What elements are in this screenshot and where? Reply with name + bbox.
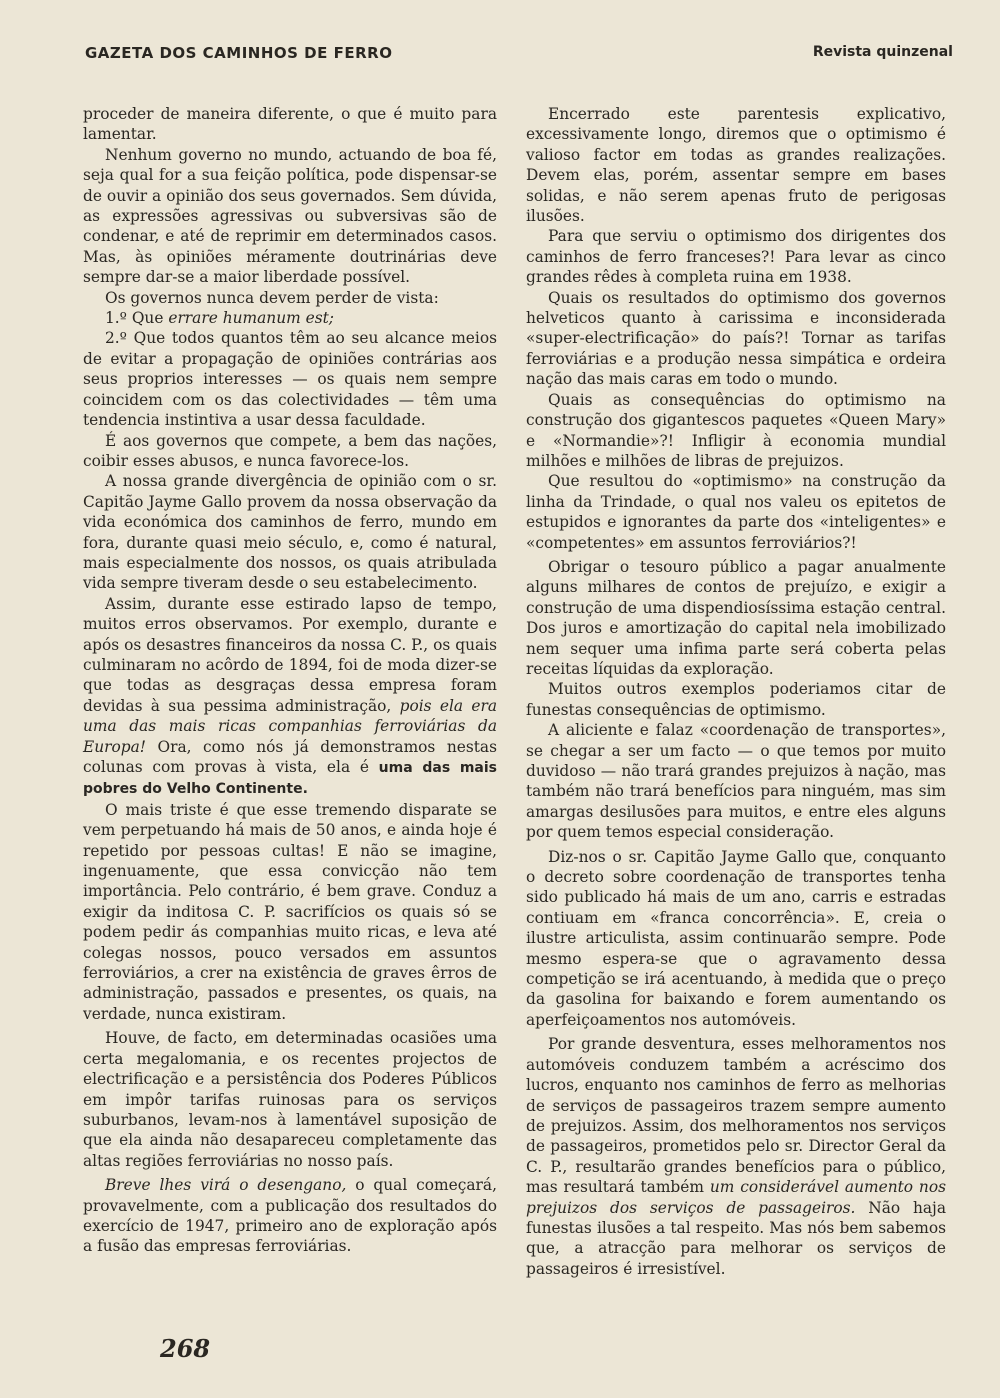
paragraph: Quais os resultados do optimismo dos governos helveticos quanto à carissima e inconsiderada «super-electrificação» do país?! Tornar as tarifas ferroviárias e a produção nessa simpática e ordeira nação das mais caras em todo o mundo. [526,288,946,389]
paragraph: proceder de maneira diferente, o que é muito para lamentar. [83,105,497,144]
paragraph: Houve, de facto, em determinadas ocasiões uma certa megalomania, e os recentes projectos de electrificação e a persistência dos Poderes Públicos em impôr tarifas ruinosas para os serviços suburbanos, levam-nos à lamentável suposição de que ela ainda não desapareceu completamente das altas regiões ferroviárias no nosso país. [83,1029,497,1170]
paragraph-text: Não haja funestas ilusões a tal respeito. Mas nós bem sabemos que, a atracção para melhorar os serviços de passageiros é irresistível. [526,1198,946,1278]
paragraph [83,594,497,800]
paragraph: Encerrado este parentesis explicativo, excessivamente longo, diremos que o optimismo é valioso factor em todas as grandes realizações. Devem elas, porém, assentar sempre em bases solidas, e não serem apenas fruto de perigosas ilusões. [526,105,946,226]
right-column [526,104,946,1279]
paragraph: A nossa grande divergência de opinião com o sr. Capitão Jayme Gallo provem da nossa observação da vida económica dos caminhos de ferro, mundo em fora, durante quasi meio século, e, como é natural, mais especialmente dos nossos, os quais atribulada vida sempre tiveram desde o seu estabelecimento. [83,472,497,593]
paragraph: Os governos nunca devem perder de vista: [105,288,439,307]
paragraph: Nenhum governo no mundo, actuando de boa fé, seja qual for a sua feição política, pode dispensar-se de ouvir a opinião dos seus governados. Sem dúvida, as expressões agressivas ou subversivas são de condenar, e até de reprimir em determinados casos. Mas, às opiniões méramente doutrinárias deve sempre dar-se a maior liberdade possível. [83,145,497,287]
paragraph [83,1175,497,1257]
paragraph: A aliciente e falaz «coordenação de transportes», se chegar a ser um facto — o que temos por muito duvidoso — não trará grandes prejuizos à nação, mas também não trará benefícios para ninguém, mas sim amargas desilusões para muitos, e entre eles alguns por quem temos especial consideração. [526,721,946,842]
emphasis-text: um considerável aumento nos prejuizos dos serviços de passageiros. [526,1178,946,1217]
journal-subtitle: Revista quinzenal [812,44,953,60]
paragraph-text: Assim, durante esse estirado lapso de tempo, muitos erros observamos. Por exemplo, durante e após os desastres financeiros da nossa C. P., os quais culminaram no acôrdo de 1894, foi de moda dizer-se que todas as desgraças dessa empresa foram devidas à sua pessima administração, [83,594,497,715]
journal-title: GAZETA DOS CAMINHOS DE FERRO [85,44,393,62]
paragraph: Para que serviu o optimismo dos dirigentes dos caminhos de ferro franceses?! Para levar as cinco grandes rêdes à completa ruina em 1938. [526,227,946,287]
paragraph [526,1034,946,1279]
paragraph: Que resultou do «optimismo» na construção da linha da Trindade, o qual nos valeu os epitetos de estupidos e ignorantes da parte dos «inteligentes» e «competentes» em assuntos ferroviários?! [526,472,946,552]
page-header [85,40,953,66]
paragraph: Diz-nos o sr. Capitão Jayme Gallo que, conquanto o decreto sobre coordenação de transportes tenha sido publicado há mais de um ano, carris e estradas contiuam em «franca concorrência». E, creia o ilustre articulista, assim continuarão sempre. Pode mesmo espera-se que o agravamento dessa competição se irá acentuando, à medida que o preço da gasolina for baixando e forem aumentando os aperfeiçoamentos nos automóveis. [526,847,946,1029]
paragraph-text: Por grande desventura, esses melhoramentos nos automóveis conduzem também a acréscimo dos lucros, enquanto nos caminhos de ferro as melhorias de serviços de passageiros trazem sempre aumento de prejuizos. Assim, dos melhoramentos nos serviços de passageiros, prometidos pelo sr. Director Geral da C. P., resultarão grandes benefícios para o público, mas resultará também [526,1035,946,1197]
emphasis-text: pois ela era uma das mais ricas companhias ferroviárias da Europa! [83,696,497,756]
bold-text: uma das mais pobres do Velho Continente. [83,760,498,798]
list-item [83,308,497,328]
paragraph: Muitos outros exemplos poderiamos citar de funestas consequências de optimismo. [526,680,946,719]
paragraph-text: Ora, como nós já demonstramos nestas colunas com provas à vista, ela é [83,737,497,776]
left-column [83,104,497,1257]
emphasis-text: Breve lhes virá o desengano, [105,1176,347,1195]
list-item-number: 1.º Que [105,309,169,328]
paragraph-text: o qual começará, provavelmente, com a publicação dos resultados do exercício de 1947, primeiro ano de exploração após a fusão das empresas ferroviárias. [83,1176,497,1256]
latin-phrase: errare humanum est; [168,309,334,328]
paragraph: Quais as consequências do optimismo na construção dos gigantescos paquetes «Queen Mary» e «Normandie»?! Infligir à economia mundial milhões e milhões de libras de prejuizos. [526,390,946,470]
page-number: 268 [160,1334,211,1363]
list-item: 2.º Que todos quantos têm ao seu alcance meios de evitar a propagação de opiniões contrárias aos seus proprios interesses — os quais nem sempre coincidem com os das colectividades — têm uma tendencia instintiva a usar dessa faculdade. [83,329,497,430]
paragraph: O mais triste é que esse tremendo disparate se vem perpetuando há mais de 50 anos, e ainda hoje é repetido por pessoas cultas! E não se imagine, ingenuamente, que essa convicção não tem importância. Pelo contrário, é bem grave. Conduz a exigir da inditosa C. P. sacrifícios os quais só se podem pedir ás companhias muito ricas, e leva até colegas nossos, pouco versados em assuntos ferroviários, a crer na existência de graves êrros de administração, passados e presentes, os quais, na verdade, nunca existiram. [83,800,497,1023]
paragraph: É aos governos que compete, a bem das nações, coibir esses abusos, e nunca favorece-los. [83,431,497,470]
paragraph: Obrigar o tesouro público a pagar anualmente alguns milhares de contos de prejuízo, e exigir a construção de uma dispendiosíssima estação central. Dos juros e amortização do capital nela imobilizado nem sequer uma infima parte será coberta pelas receitas líquidas da exploração. [526,557,946,678]
